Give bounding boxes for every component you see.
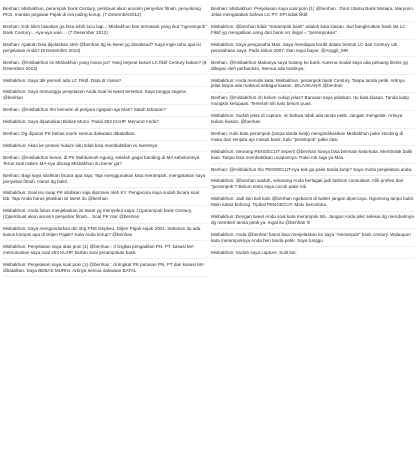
tweet-text: Misbakhun: @benhan tidak "merampok bank" adalah kata kiasan. Ikut bangkrutkan bank lwt LC Fiktif yg mengalikan uang dari bank scr ilegal = "perampokan". xyxy=(211,22,415,40)
tweet-text: Misbakhun: Sudah jelas di capture, ini bahwa tidak ada tanda petik. Jangan mengelak. Artinya bukan kiasan. @benhan xyxy=(211,111,415,129)
tweet-text: Misbakhun: Soal isu suap PK silahkan saja diproses oleh KY. Pengacara saya sudah bicara soal tsb. Tapi Anda harus jelaskan isi tweet itu @benhan xyxy=(3,188,207,206)
tweet-text: Benhan: @misbakhun Iho PENGECUT-nya kok ga pake tanda kutip? Saya minta penjelasan anda. xyxy=(211,164,415,176)
tweet-text: Benhan: Dg diputus PK bebas murni semua dakwaan dibatalkan. xyxy=(3,129,207,141)
tweet-text: Misbakhun: Penjelasan saya atas poin (1) @benhan : 3 tingkat pengadilan PN, PT, kasasi MA memutuskan saya soal 263 KUHP. Bukan soal perampokan bank xyxy=(3,241,207,259)
tweet-text: Misbakhun: Penjelasan saya soal poin (1) @benhan : di tingkat PK putusan PN, PT dan kasasi MA dibatalkan. Saya BEBAS MURNI. Artinya semua dakwaan BATAL xyxy=(3,259,207,277)
tweet-text: Misbakhun: Anda @benhan harus bisa menjelaskan ke saya "merampok" bank century. Walaupun kata merampoknya Anda beri tanda petik. Saya tunggu xyxy=(211,229,415,247)
right-column xyxy=(211,4,415,472)
tweet-text: Misbakhun: @benhan waduh, sekarang Anda berlagak jadi fashion consultant. Alih profesi dari "perampok"? Belum tentu saya cocok pake rok. xyxy=(211,176,415,194)
tweet-text: Misbakhun: Saya diputuskan Bebas Murni. Pasal 263 KUHP. Menurut Anda? xyxy=(3,117,207,129)
tweet-text: Benhan: @misbakhun Iho kemarin di penjara ngapain aja Mas? Salah tahanan? xyxy=(3,105,207,117)
tweet-text: Misbakhun: Saya menunggu penjelasan Anda soal isi tweet tersebut. Saya tunggu segera. @benhan xyxy=(3,87,207,105)
tweet-text: Benhan: @misbakhun benar, di PK Mahkamah Agung, setelah gagal banding di MA sebelumnya. Terus soal Hakim MA-nya disuap Misbakhun itu bener ga? xyxy=(3,152,207,170)
tweet-text: Benhan: @misbakhun oh belum cukup jelas? Barusan saya jelaskan. Itu kata kiasan. Tanda kutip mungkin kelupaan. Terserah sih kalo belum puas. xyxy=(211,93,415,111)
tweet-text: Misbakhun: Anda menulis kata; Misbakhun, perampok bank Century. Tanpa tanda petik. Artinya jelas tanpa ada maksud sebagai kiasan. JELASKAN!!! @benhan xyxy=(211,75,415,93)
tweet-text: Misbakhun: Saya pengusaha Mas. Saya mendapat kredit dalam bentuk LC dari Century utk perusahaan saya. Pada tahun 2007. Dan saya bayar. @Anggit_MR xyxy=(211,40,415,58)
tweet-text: Benhan: @misbakhun Makanya saya hutang ke bank. Karena modal saya ada peluang bisnis yg dibayar oleh perbankan. Semua ada buktinya. xyxy=(211,57,415,75)
tweet-text: Misbakhun: Dengan tweet Anda soal kata merampok tsb. Jangan Anda pikir selesai dg merubahnya dg memberi tanda petik ya. Ingat itu @benhan !!! xyxy=(211,212,415,230)
tweet-text: Misbakhun: Seorang PENGECUT seperti @benhan hanya bisa bermain kata-kata. Membolak balik kata. Tanpa bisa membuktikan ucapannya. Pake rok saja ya Mas. xyxy=(211,146,415,164)
tweet-text: Misbakhun: Anda fokus menjelaskan isi tweet yg menyebut saya: (1)perampok bank Century, (2)pembuat akun anonim penyebar fitnah... Soal PK ntar @benhan xyxy=(3,206,207,224)
tweet-text: Misbakhun: Saya mengundurkan diri sbg PNS Depkeu, Ditjen Pajak sejak 2004. Sebelum itu ada kasus korupsi apa di Ditjen Pajak? Kata Anda korup? @benhan xyxy=(3,224,207,242)
tweet-text: Misbakhun: Saya tdk pernah ada LC Fiktif. Data dr mana? xyxy=(3,75,207,87)
tweet-text: Benhan: Bagi saya silahkan bicara apa saja. Tapi menggunakan kata merampok, mengatakan saya penyebar fitnah. Harus dg bukti. xyxy=(3,170,207,188)
tweet-text: Benhan: @misbakhun ini Misbakhun yang mana ya? Yang terjerat kasus LC fiktif Century bukan? (8 Desember 2013) xyxy=(3,57,207,75)
tweet-text: Benhan: Kalo kata perampok (tanpa tanda kutip) mengindikasikan Misbakhun pake stocking di muka dan senjata api masuk bank, kalo "perampok" pake dasi xyxy=(211,129,415,147)
left-column xyxy=(3,4,207,472)
tweet-text: Benhan: Kok bikin lawakan ga bisa lebih lucu lagi... Misbakhun kan termasuk yang ikut "ngerampok" Bank Century... Aya-aya wae.... (7 Desember 2012) xyxy=(3,22,207,40)
tweet-text: Misbakhun: Sudah saya capture. Sulit lari. xyxy=(211,247,415,259)
tweet-text: Benhan: Misbakhun, perampok bank Century, pembuat akun anonim penyebar fitnah, penyokong PKS, mantan pegawai Pajak di era paling korup. (7 Desember2012) xyxy=(3,4,207,22)
tweet-text: Benhan: Apakah bisa dijelaskan oleh @benhan ttg isi tweet yg dimaksud? Saya ingin tahu apa isi penjelasan Anda? (8 Desember 2013) xyxy=(3,40,207,58)
tweet-text: Misbakhun: Akan ke proses hukum lalu tidak bisa membuktikan isi tweetnya xyxy=(3,141,207,153)
tweet-text: Misbakhun: Jadi lain kali kalo @benhan ngebacot di twitter jangan dipercaya. Ngomong tanpa bukti. Main kata2 bohong. Tipikal PENGECUT. Malu bercelana. xyxy=(211,194,415,212)
tweet-text: Benhan: Misbakhun: Penjelasan saya soal poin (1) @benhan : Dirut Utama Bank Mutiara, Maryono. Jelas mengatakan bahwa LC PT. SPI tidak fiktif. xyxy=(211,4,415,22)
